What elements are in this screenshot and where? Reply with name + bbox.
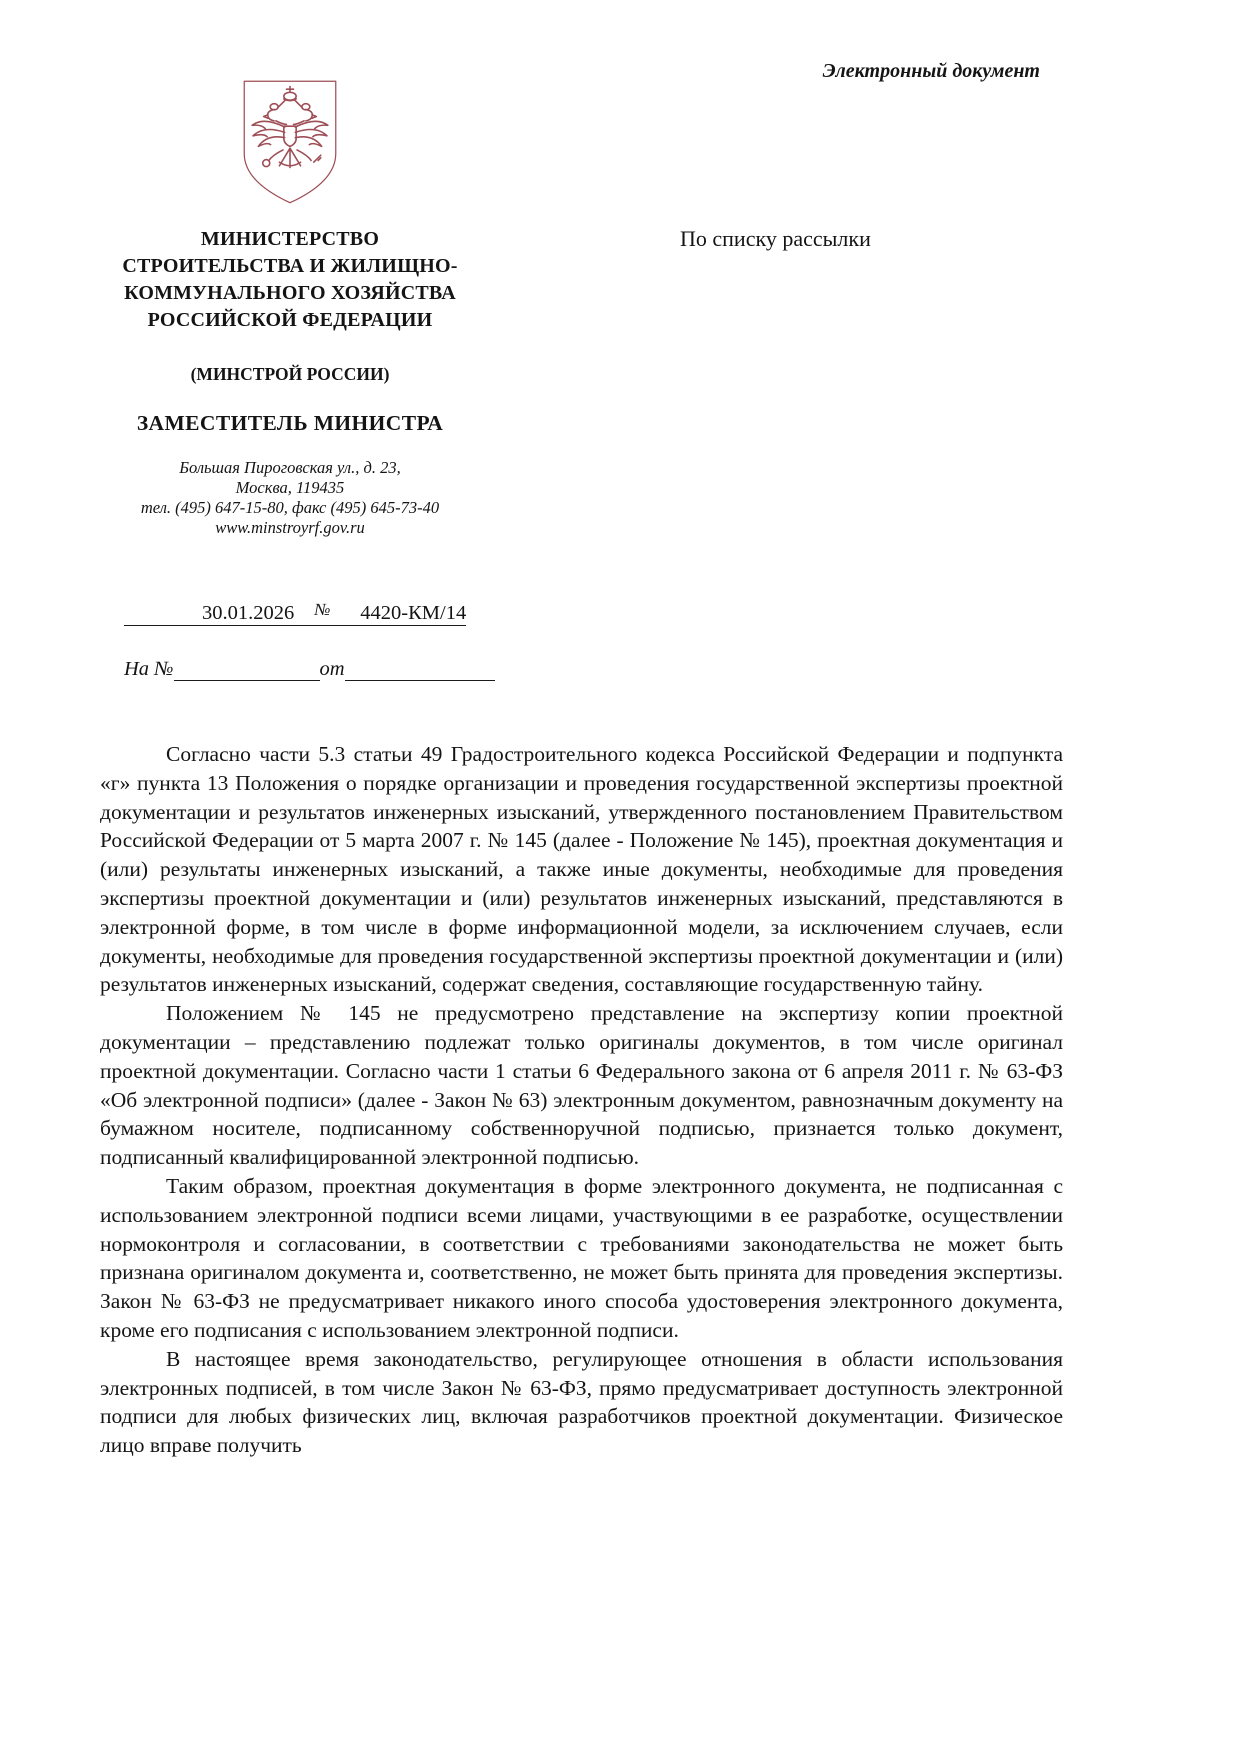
letterhead [100, 76, 480, 538]
letter-number: 4420-КМ/14 [360, 602, 467, 624]
ministry-name-line: КОММУНАЛЬНОГО ХОЗЯЙСТВА [124, 282, 456, 304]
reference-line [124, 602, 484, 626]
address-line: Большая Пироговская ул., д. 23, [179, 458, 401, 477]
body-paragraph: Положением № 145 не предусмотрено представление на экспертизу копии проектной документации – представлению подлежат только оригиналы документов, в том числе оригинал проектной документации. Согласно части 1 статьи 6 Федерального закона от 6 апреля 2011 г. № 63-ФЗ «Об электронной подписи» (далее - Закон № 63) электронным документом, равнозначным документу на бумажном носителе, подписанному собственноручной подписью, признается только документ, подписанный квалифицированной электронной подписью. [100, 1001, 1063, 1170]
reply-reference-line [124, 658, 495, 681]
blank-rule [174, 680, 320, 681]
address-line: тел. (495) 647-15-80, факс (495) 645-73-40 [140, 498, 440, 517]
address-block [100, 458, 480, 538]
ministry-short-name: (МИНСТРОЙ РОССИИ) [190, 364, 390, 384]
blank-rule [345, 680, 495, 681]
body-paragraph: Таким образом, проектная документация в форме электронного документа, не подписанная с использованием электронной подписи всеми лицами, участвующими в ее разработке, осуществлении нормоконтроля и согласовании, в соответствии с требованиями законодательства не может быть признана оригиналом документа и, соответственно, не может быть принята для проведения экспертизы. Закон № 63-ФЗ не предусматривает никакого иного способа удостоверения электронного документа, кроме его подписания с использованием электронной подписи. [100, 1173, 1063, 1342]
ministry-name-line: РОССИЙСКОЙ ФЕДЕРАЦИИ [147, 309, 433, 331]
address-line: Москва, 119435 [235, 478, 345, 497]
blank-rule [294, 625, 314, 626]
coat-of-arms-icon [100, 76, 480, 210]
blank-rule [124, 625, 202, 626]
ministry-name-line: СТРОИТЕЛЬСТВА И ЖИЛИЩНО- [122, 255, 458, 277]
reply-from-label: от [319, 658, 345, 680]
website-url: www.minstroyrf.gov.ru [215, 518, 365, 537]
letter-body [100, 740, 1063, 1460]
electronic-document-label: Электронный документ [822, 60, 1040, 82]
official-position-title: ЗАМЕСТИТЕЛЬ МИНИСТРА [136, 411, 444, 435]
body-paragraph: В настоящее время законодательство, регулирующее отношения в области использования электронных подписей, в том числе Закон № 63-ФЗ, прямо предусматривает доступность электронной подписи для любых физических лиц, включая разработчиков проектной документации. Физическое лицо вправе получить [100, 1346, 1063, 1458]
number-sign: № [314, 605, 330, 626]
reply-prefix: На № [124, 658, 174, 680]
blank-rule [330, 625, 360, 626]
letter-date: 30.01.2026 [202, 602, 295, 624]
distribution-list-label: По списку рассылки [680, 226, 871, 251]
ministry-name-line: МИНИСТЕРСТВО [200, 228, 380, 250]
ministry-name [100, 226, 480, 334]
body-paragraph: Согласно части 5.3 статьи 49 Градостроительного кодекса Российской Федерации и подпункта «г» пункта 13 Положения о порядке организации и проведения государственной экспертизы проектной документации и результатов инженерных изысканий, утвержденного постановлением Правительством Российской Федерации от 5 марта 2007 г. № 145 (далее - Положение № 145), проектная документация и (или) результаты инженерных изысканий, а также иные документы, необходимые для проведения экспертизы проектной документации и (или) результатов инженерных изысканий, представляются в электронной форме, в том числе в форме информационной модели, за исключением случаев, если документы, необходимые для проведения государственной экспертизы проектной документации и (или) результатов инженерных изысканий, содержат сведения, составляющие государственную тайну. [100, 742, 1063, 997]
